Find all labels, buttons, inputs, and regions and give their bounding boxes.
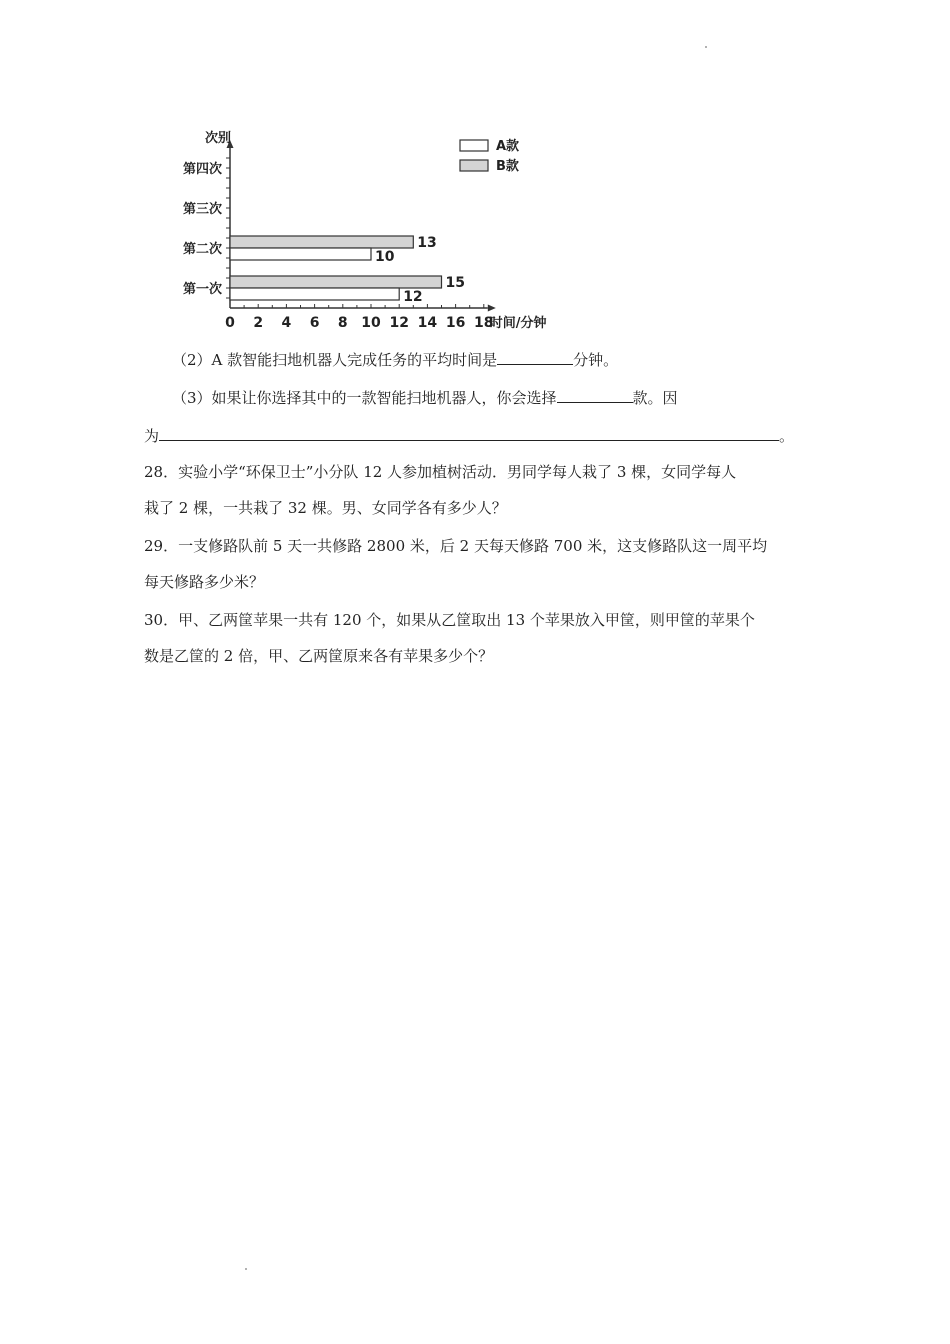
bar-b-data-label: 15 — [445, 275, 465, 291]
x-tick-label: 14 — [417, 315, 438, 331]
y-axis-label: 次别 — [204, 131, 232, 146]
x-tick-label: 16 — [445, 315, 466, 331]
x-axis-arrow — [488, 305, 496, 312]
x-tick-label: 8 — [337, 315, 348, 331]
question-30-line-2: 数是乙筐的 2 倍，甲、乙两筐原来各有苹果多少个？ — [144, 647, 494, 665]
question-29-line-2: 每天修路多少米？ — [144, 573, 265, 591]
question-28-line-2: 栽了 2 棵，一共栽了 32 棵。男、女同学各有多少人？ — [144, 499, 507, 517]
bar-chart — [160, 120, 590, 340]
y-category-label: 第一次 — [182, 282, 222, 297]
x-tick-label: 12 — [389, 315, 409, 331]
x-tick-label: 18 — [474, 315, 494, 331]
x-tick-label: 6 — [309, 315, 320, 331]
question-2-text: （2）A 款智能扫地机器人完成任务的平均时间是 — [172, 351, 498, 369]
question-2 — [172, 346, 618, 372]
answer-blank-q2[interactable] — [497, 346, 573, 365]
bar-a — [230, 288, 399, 300]
legend-swatch-a — [460, 140, 488, 151]
question-3-text: （3）如果让你选择其中的一款智能扫地机器人，你会选择 — [172, 389, 557, 407]
bar-b — [230, 276, 442, 288]
answer-blank-q3-reason[interactable] — [159, 422, 779, 441]
legend-swatch-b — [460, 160, 488, 171]
x-tick-label: 2 — [253, 315, 264, 331]
bar-a — [230, 248, 371, 260]
bar-a-data-label: 12 — [403, 289, 423, 305]
bar-b-data-label: 13 — [417, 235, 437, 251]
question-30-line-1: 30．甲、乙两筐苹果一共有 120 个，如果从乙筐取出 13 个苹果放入甲筐，则甲筐的苹果个 — [144, 611, 755, 629]
answer-blank-q3-choice[interactable] — [557, 384, 633, 403]
page-mark-top — [705, 46, 707, 48]
question-28-line-1: 28．实验小学“环保卫士”小分队 12 人参加植树活动．男同学每人栽了 3 棵，女同学每人 — [144, 463, 737, 481]
question-3-suffix: 款。因 — [632, 389, 678, 407]
question-3-reason-prefix: 为 — [144, 427, 160, 445]
question-3 — [172, 384, 678, 410]
page-mark-bottom — [245, 1268, 247, 1270]
x-tick-label: 10 — [361, 315, 381, 331]
y-category-label: 第四次 — [182, 162, 222, 177]
y-category-label: 第三次 — [182, 202, 222, 217]
x-tick-label: 0 — [225, 315, 235, 331]
x-tick-label: 4 — [281, 315, 292, 331]
x-axis-label: 时间/分钟 — [489, 316, 547, 331]
question-3-reason-suffix: 。 — [779, 427, 795, 445]
bar-b — [230, 236, 413, 248]
question-29-line-1: 29．一支修路队前 5 天一共修路 2800 米，后 2 天每天修路 700 米，这支修路队这一周平均 — [144, 537, 768, 555]
question-3-reason — [144, 422, 794, 448]
legend-label-b: B款 — [496, 159, 519, 174]
legend-label-a: A款 — [496, 139, 520, 154]
bar-a-data-label: 10 — [375, 249, 395, 265]
y-category-label: 第二次 — [182, 242, 222, 257]
question-2-suffix: 分钟。 — [573, 351, 619, 369]
